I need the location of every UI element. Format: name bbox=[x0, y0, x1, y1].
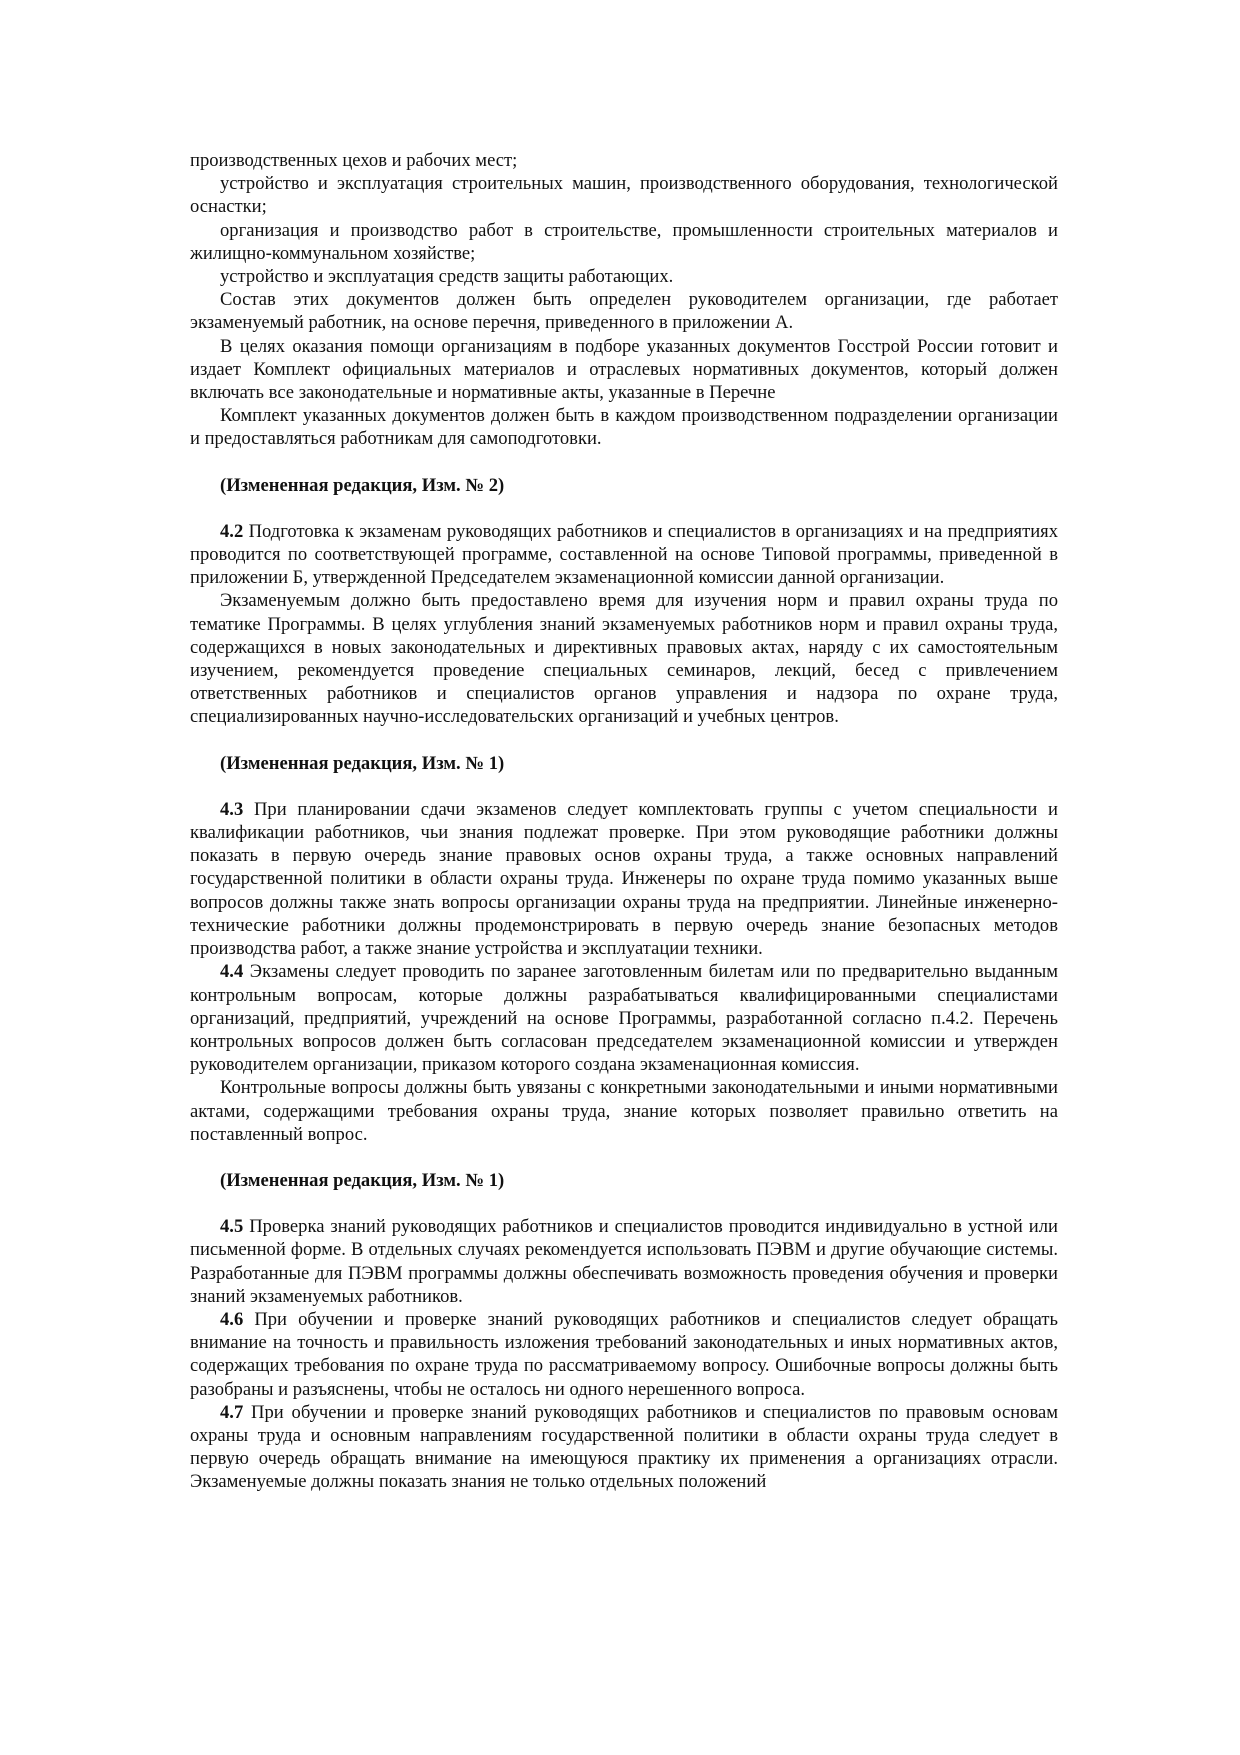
paragraph: производственных цехов и рабочих мест; bbox=[190, 150, 518, 171]
section-text: При обучении и проверке знаний руководящих работников и специалистов следует обращать внимание на точность и правильность изложения требований законодательных и иных нормативных актов, содержащих требования по охране труда по рассматриваемому вопросу. Ошибочные вопросы должны быть разобраны и разъяснены, чтобы не осталось ни одного нерешенного вопроса. bbox=[190, 1308, 1058, 1400]
section-text: Экзамены следует проводить по заранее заготовленным билетам или по предварительно выданным контрольным вопросам, которые должны разрабатываться квалифицированными специалистами организаций, предприятий, учреждений на основе Программы, разработанной согласно п.4.2. Перечень контрольных вопросов должен быть согласован председателем экзаменационной комиссии и утвержден руководителем организации, приказом которого создана экзаменационная комиссия. bbox=[190, 961, 1058, 1076]
section-text: Подготовка к экзаменам руководящих работников и специалистов в организациях и на предприятиях проводится по соответствующей программе, составленной на основе Типовой программы, приведенной в приложении Б, утвержденной Председателем экзаменационной комиссии данной организации. bbox=[190, 520, 1058, 589]
paragraph: Комплект указанных документов должен быть в каждом производственном подразделении организации и предоставляться работникам для самоподготовки. bbox=[190, 405, 1058, 450]
paragraph: организация и производство работ в строительстве, промышленности строительных материалов и жилищно-коммунальном хозяйстве; bbox=[190, 219, 1058, 264]
paragraph: В целях оказания помощи организациям в подборе указанных документов Госстрой России готовит и издает Комплект официальных материалов и отраслевых нормативных документов, который должен включать все законодательные и нормативные акты, указанные в Перечне bbox=[190, 335, 1058, 404]
paragraph: устройство и эксплуатация строительных машин, производственного оборудования, технологической оснастки; bbox=[190, 173, 1058, 218]
section-4-6 bbox=[190, 1308, 1058, 1401]
revision-note: (Измененная редакция, Изм. № 1) bbox=[220, 752, 505, 774]
paragraph: устройство и эксплуатация средств защиты работающих. bbox=[220, 266, 674, 288]
section-text: При планировании сдачи экзаменов следует комплектовать группы с учетом специальности и квалификации работников, чьи знания подлежат проверке. При этом руководящие работники должны показать в первую очередь знание правовых основ охраны труда, а также основных направлений государственной политики в области охраны труда. Инженеры по охране труда помимо указанных выше вопросов должны также знать вопросы организации охраны труда на предприятии. Линейные инженерно-технические работники должны продемонстрировать в первую очередь знание безопасных методов производства работ, а также знание устройства и эксплуатации техники. bbox=[190, 798, 1058, 960]
paragraph: Состав этих документов должен быть определен руководителем организации, где работает экзаменуемый работник, на основе перечня, приведенного в приложении А. bbox=[190, 289, 1058, 334]
document-page bbox=[190, 149, 1058, 1494]
section-number: 4.2 bbox=[220, 520, 244, 542]
section-number: 4.5 bbox=[220, 1216, 244, 1238]
section-number: 4.7 bbox=[220, 1401, 244, 1423]
section-number: 4.4 bbox=[220, 961, 244, 983]
revision-note: (Измененная редакция, Изм. № 1) bbox=[220, 1169, 505, 1191]
section-number: 4.6 bbox=[220, 1308, 244, 1330]
section-4-3 bbox=[190, 798, 1058, 960]
section-4-7 bbox=[190, 1401, 1058, 1494]
paragraph: Экзаменуемым должно быть предоставлено время для изучения норм и правил охраны труда по тематике Программы. В целях углубления знаний экзаменуемых работников норм и правил охраны труда, содержащихся в новых законодательных и директивных правовых актах, наряду с их самостоятельным изучением, рекомендуется проведение специальных семинаров, лекций, бесед с привлечением ответственных работников и специалистов органов управления и надзора по охране труда, специализированных научно-исследовательских организаций и учебных центров. bbox=[190, 590, 1058, 728]
revision-note: (Измененная редакция, Изм. № 2) bbox=[220, 474, 505, 496]
paragraph: Контрольные вопросы должны быть увязаны с конкретными законодательными и иными нормативными актами, содержащими требования охраны труда, знание которых позволяет правильно ответить на поставленный вопрос. bbox=[190, 1077, 1058, 1145]
section-4-2 bbox=[190, 520, 1058, 590]
section-text: Проверка знаний руководящих работников и специалистов проводится индивидуально в устной или письменной форме. В отдельных случаях рекомендуется использовать ПЭВМ и другие обучающие системы. Разработанные для ПЭВМ программы должны обеспечивать возможность проведения обучения и проверки знаний экзаменуемых работников. bbox=[190, 1216, 1058, 1307]
section-4-5 bbox=[190, 1215, 1058, 1308]
section-number: 4.3 bbox=[220, 798, 244, 820]
section-4-4 bbox=[190, 960, 1058, 1076]
section-text: При обучении и проверке знаний руководящих работников и специалистов по правовым основам охраны труда и основным направлениям государственной политики в области охраны труда следует в первую очередь обращать внимание на имеющуюся практику их применения а организациях отрасли. Экзаменуемые должны показать знания не только отдельных положений bbox=[190, 1401, 1058, 1493]
